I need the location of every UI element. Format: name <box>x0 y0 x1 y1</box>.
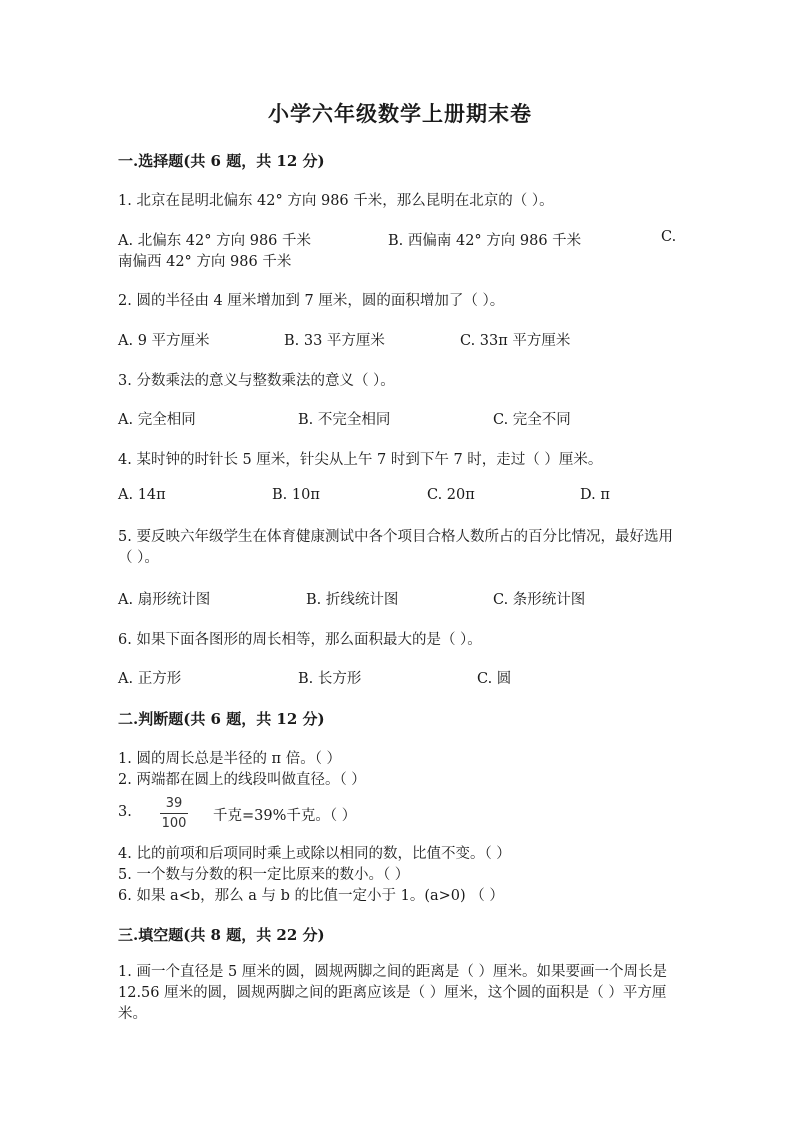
fraction <box>160 796 188 832</box>
option-b: B. 33 平方厘米 <box>284 333 385 349</box>
judgement-item: 5. 一个数与分数的积一定比原来的数小。（ ） <box>118 867 410 883</box>
judgement-item: 6. 如果 a<b，那么 a 与 b 的比值一定小于 1。(a>0) （ ） <box>118 888 504 904</box>
option-a: A. 完全相同 <box>118 412 196 428</box>
question-text: 6. 如果下面各图形的周长相等，那么面积最大的是（ ）。 <box>118 632 482 648</box>
option-b: B. 长方形 <box>298 671 362 687</box>
section-heading-judgement: 二.判断题(共 6 题，共 12 分) <box>118 710 325 728</box>
option-c: C. 33π 平方厘米 <box>460 333 571 349</box>
option-a: A. 北偏东 42° 方向 986 千米 <box>118 233 312 249</box>
judgement-item-number: 3. <box>118 804 132 820</box>
question-text: 4. 某时钟的时针长 5 厘米，针尖从上午 7 时到下午 7 时，走过（ ）厘米。 <box>118 452 603 468</box>
fraction-denominator: 100 <box>161 816 187 831</box>
option-a: A. 正方形 <box>118 671 182 687</box>
question-text: 5. 要反映六年级学生在体育健康测试中各个项目合格人数所占的百分比情况，最好选用（ ）。 <box>118 529 673 566</box>
option-b: B. 西偏南 42° 方向 986 千米 <box>388 233 582 249</box>
option-c: C. 20π <box>427 487 475 503</box>
option-b: B. 10π <box>272 487 320 503</box>
option-c: C. 完全不同 <box>493 412 571 428</box>
option-d: D. π <box>580 487 610 503</box>
option-a: A. 14π <box>118 487 166 503</box>
section-heading-fill-blank: 三.填空题(共 8 题，共 22 分) <box>118 926 325 944</box>
fraction-numerator: 39 <box>165 796 183 811</box>
question-text: 2. 圆的半径由 4 厘米增加到 7 厘米，圆的面积增加了（ ）。 <box>118 293 505 309</box>
option-c: C. <box>661 229 677 245</box>
option-c: C. 圆 <box>477 671 512 687</box>
judgement-item: 千克=39%千克。（ ） <box>213 808 357 824</box>
option-b: B. 折线统计图 <box>306 592 399 608</box>
judgement-item: 1. 圆的周长总是半径的 π 倍。（ ） <box>118 751 342 767</box>
section-heading-choice: 一.选择题(共 6 题，共 12 分) <box>118 152 325 170</box>
option-c: C. 条形统计图 <box>493 592 586 608</box>
judgement-item: 2. 两端都在圆上的线段叫做直径。（ ） <box>118 772 366 788</box>
option-c-continued: 南偏西 42° 方向 986 千米 <box>118 254 292 270</box>
question-text: 3. 分数乘法的意义与整数乘法的意义（ ）。 <box>118 373 395 389</box>
option-b: B. 不完全相同 <box>298 412 391 428</box>
question-text: 1. 画一个直径是 5 厘米的圆，圆规两脚之间的距离是（ ）厘米。如果要画一个周长是 12.56 厘米的圆，圆规两脚之间的距离应该是（ ）厘米，这个圆的面积是（ ）平方厘米。 <box>118 964 667 1022</box>
page-title: 小学六年级数学上册期末卷 <box>268 101 532 126</box>
option-a: A. 9 平方厘米 <box>118 333 210 349</box>
judgement-item: 4. 比的前项和后项同时乘上或除以相同的数，比值不变。（ ） <box>118 846 511 862</box>
fraction-bar <box>160 813 188 814</box>
option-a: A. 扇形统计图 <box>118 592 211 608</box>
question-text: 1. 北京在昆明北偏东 42° 方向 986 千米，那么昆明在北京的（ ）。 <box>118 193 554 209</box>
